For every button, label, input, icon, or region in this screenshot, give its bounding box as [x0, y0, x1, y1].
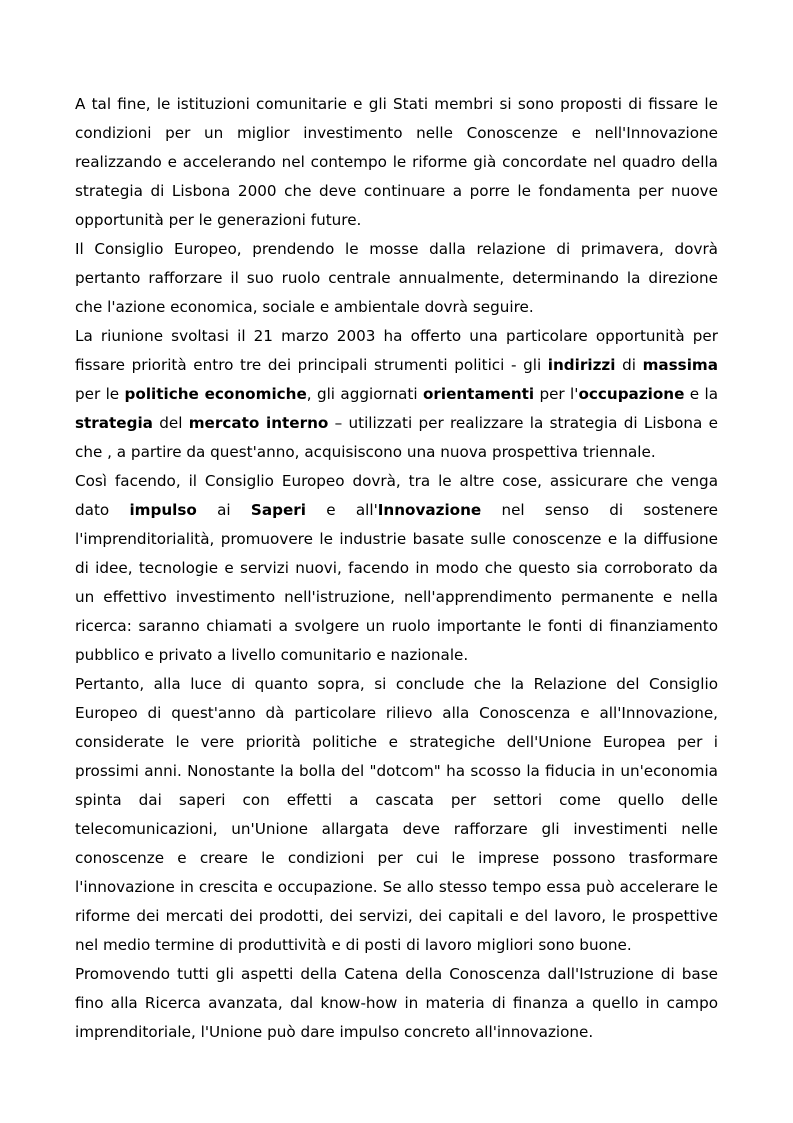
bold-term: indirizzi	[547, 356, 616, 374]
text-run: per l'	[534, 385, 579, 403]
text-run: A tal fine, le istituzioni comunitarie e gli Stati membri si sono proposti di fissare le condizioni per un miglior investimento nelle Conoscenze e nell'Innovazione realizzando e accelerando nel contempo le riforme già concordate nel quadro della strategia di Lisbona 2000 che deve continuare a porre le fondamenta per nuove opportunità per le generazioni future.	[75, 95, 718, 229]
paragraph	[75, 90, 718, 235]
text-run: – utilizzati per realizzare la strategia di Lisbona e che , a partire da quest'anno, acquisiscono una nuova prospettiva triennale.	[75, 414, 718, 461]
text-run: Pertanto, alla luce di quanto sopra, si conclude che la Relazione del Consiglio Europeo di quest'anno dà particolare rilievo alla Conoscenza e all'Innovazione, considerate le vere priorità politiche e strategiche dell'Unione Europea per i prossimi anni. Nonostante la bolla del "dotcom" ha scosso la fiducia in un'economia spinta dai saperi con effetti a cascata per settori come quello delle telecomunicazioni, un'Unione allargata deve rafforzare gli investimenti nelle conoscenze e creare le condizioni per cui le imprese possono trasformare l'innovazione in crescita e occupazione. Se allo stesso tempo essa può accelerare le riforme dei mercati dei prodotti, dei servizi, dei capitali e del lavoro, le prospettive nel medio termine di produttività e di posti di lavoro migliori sono buone.	[75, 675, 718, 954]
text-run: , gli aggiornati	[306, 385, 423, 403]
text-run: La riunione svoltasi il 21 marzo 2003 ha offerto una particolare opportunità per fissare priorità entro tre dei principali strumenti politici - gli	[75, 327, 718, 374]
bold-term: Innovazione	[377, 501, 482, 519]
text-run: Il Consiglio Europeo, prendendo le mosse dalla relazione di primavera, dovrà pertanto rafforzare il suo ruolo centrale annualmente, determinando la direzione che l'azione economica, sociale e ambientale dovrà seguire.	[75, 240, 718, 316]
text-run: Così facendo, il Consiglio Europeo dovrà, tra le altre cose, assicurare che venga dato	[75, 472, 718, 519]
paragraph	[75, 235, 718, 322]
paragraph	[75, 467, 718, 670]
bold-term: occupazione	[578, 385, 685, 403]
text-run: Promovendo tutti gli aspetti della Catena della Conoscenza dall'Istruzione di base fino alla Ricerca avanzata, dal know-how in materia di finanza a quello in campo imprenditoriale, l'Unione può dare impulso concreto all'innovazione.	[75, 965, 718, 1041]
paragraph	[75, 960, 718, 1047]
bold-term: orientamenti	[422, 385, 535, 403]
text-run: e all'	[305, 501, 378, 519]
bold-term: impulso	[129, 501, 197, 519]
bold-term: Saperi	[250, 501, 306, 519]
paragraph	[75, 670, 718, 960]
bold-term: massima	[642, 356, 718, 374]
text-run: per le	[75, 385, 125, 403]
bold-term: politiche economiche	[124, 385, 307, 403]
bold-term: mercato interno	[188, 414, 329, 432]
text-run: nel senso di sostenere l'imprenditorialità, promuovere le industrie basate sulle conoscenze e la diffusione di idee, tecnologie e servizi nuovi, facendo in modo che questo sia corroborato da un effettivo investimento nell'istruzione, nell'apprendimento permanente e nella ricerca: saranno chiamati a svolgere un ruolo importante le fonti di finanziamento pubblico e privato a livello comunitario e nazionale.	[75, 501, 718, 664]
text-run: ai	[196, 501, 251, 519]
document-body	[75, 90, 718, 1047]
bold-term: strategia	[75, 414, 153, 432]
text-run: e la	[684, 385, 718, 403]
text-run: di	[615, 356, 643, 374]
paragraph	[75, 322, 718, 467]
text-run: del	[152, 414, 189, 432]
